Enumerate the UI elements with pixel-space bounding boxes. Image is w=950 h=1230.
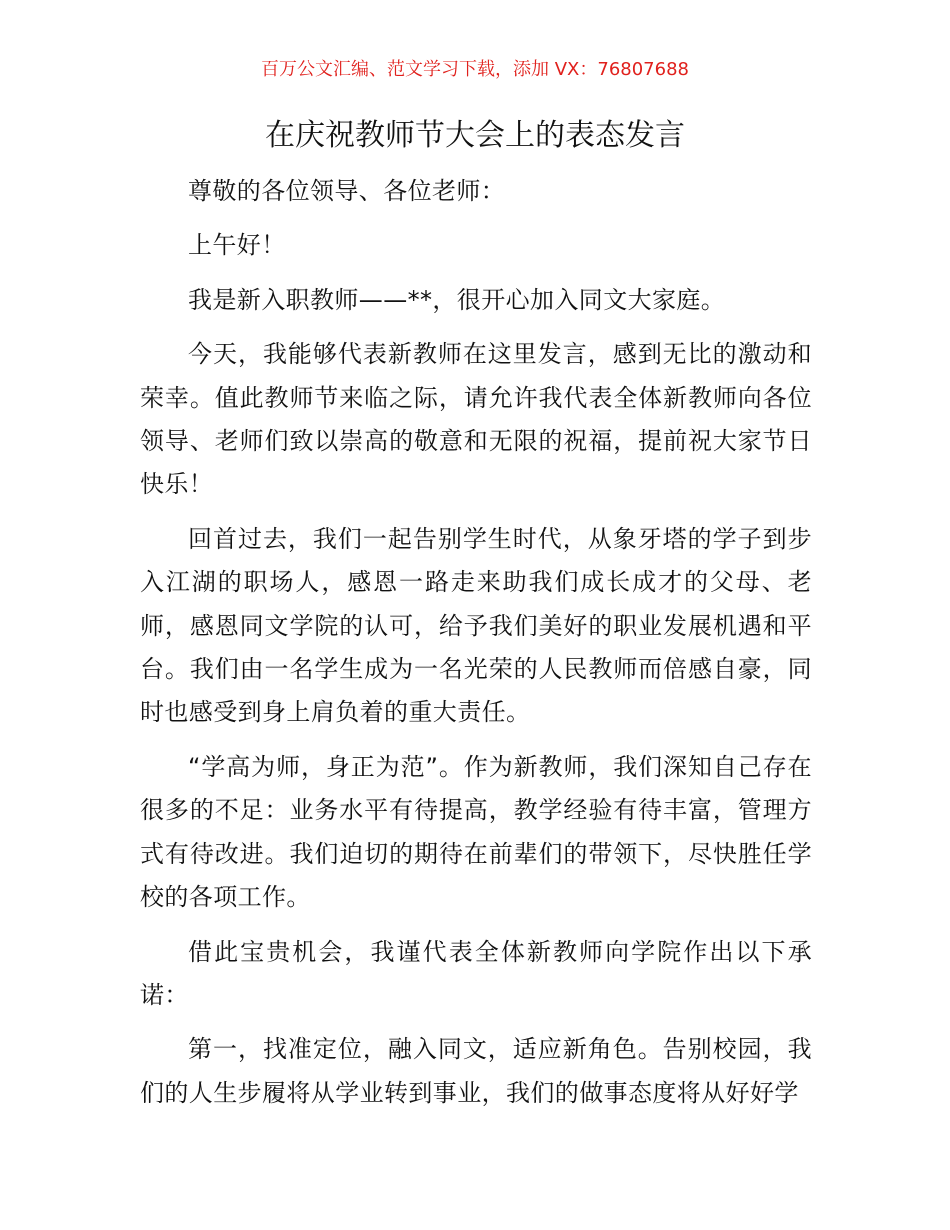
document-body [140, 170, 812, 1126]
salutation: 尊敬的各位领导、各位老师： [188, 177, 506, 205]
paragraph: 第一，找准定位，融入同文，适应新角色。告别校园，我们的人生步履将从学业转到事业，我们的做事态度将从好好学 [140, 1035, 812, 1107]
paragraph: 我是新入职教师——**，很开心加入同文大家庭。 [188, 285, 726, 314]
paragraph: “学高为师，身正为范”。作为新教师，我们深知自己存在很多的不足：业务水平有待提高，教学经验有待丰富，管理方式有待改进。我们迫切的期待在前辈们的带领下，尽快胜任学校的各项工作。 [140, 752, 812, 912]
header-note: 百万公文汇编、范文学习下载，添加 VX：76807688 [261, 59, 689, 80]
greeting: 上午好！ [188, 231, 286, 260]
paragraph: 借此宝贵机会，我谨代表全体新教师向学院作出以下承诺： [140, 937, 812, 1009]
paragraph: 回首过去，我们一起告别学生时代，从象牙塔的学子到步入江湖的职场人，感恩一路走来助我们成长成才的父母、老师，感恩同文学院的认可，给予我们美好的职业发展机遇和平台。我们由一名学生成为一名光荣的人民教师而倍感自豪，同时也感受到身上肩负着的重大责任。 [140, 524, 812, 727]
document-title: 在庆祝教师节大会上的表态发言 [265, 118, 685, 153]
paragraph: 今天，我能够代表新教师在这里发言，感到无比的激动和荣幸。值此教师节来临之际，请允许我代表全体新教师向各位领导、老师们致以崇高的敬意和无限的祝福，提前祝大家节日快乐！ [140, 340, 812, 499]
